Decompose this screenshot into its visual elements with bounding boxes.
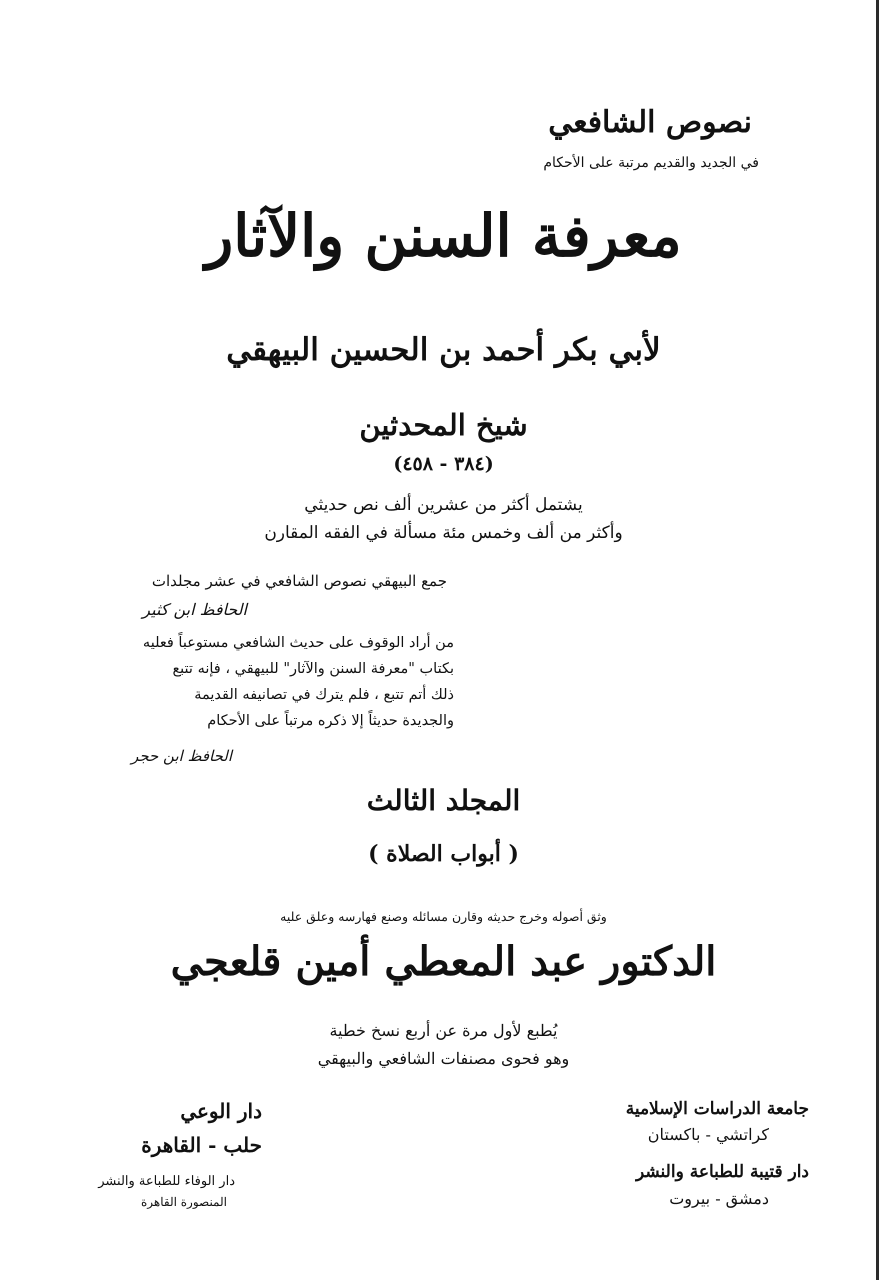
publisher-left-city-2: المنصورة القاهرة [140,1195,227,1209]
quote-ibn-hajar-line-1: من أراد الوقوف على حديث الشافعي مستوعباً فعليه [142,635,454,651]
publisher-left-name-1: دار الوعي [180,1099,262,1123]
contents-line-1: يشتمل أكثر من عشرين ألف نص حديثي [304,495,583,515]
quote-ibn-hajar-line-2: بكتاب "معرفة السنن والآثار" للبيهقي ، فإنه تتبع [172,661,454,677]
page-edge-rule [876,0,879,1280]
publisher-right-city-1: كراتشي - باكستان [647,1125,769,1144]
publisher-left-city-1: حلب - القاهرة [141,1133,262,1157]
book-author: لأبي بكر أحمد بن الحسين البيهقي [226,332,661,368]
editor-name: الدكتور عبد المعطي أمين قلعجي [170,938,717,985]
publisher-right-name-1: جامعة الدراسات الإسلامية [625,1099,809,1119]
volume-label: المجلد الثالث [366,784,521,817]
contents-line-2: وأكثر من ألف وخمس مئة مسألة في الفقه المقارن [264,523,623,543]
series-subtitle: في الجديد والقديم مرتبة على الأحكام [543,155,759,171]
quote-ibn-hajar-line-3: ذلك أتم تتبع ، فلم يترك في تصانيفه القديمة [194,687,454,703]
author-epithet: شيخ المحدثين [359,408,528,442]
book-title: معرفة السنن والآثار [205,202,682,270]
edition-line-1: يُطبع لأول مرة عن أربع نسخ خطية [329,1021,558,1040]
quote-ibn-kathir-attribution: الحافظ ابن كثير [142,600,247,619]
publisher-right-city-2: دمشق - بيروت [669,1189,769,1208]
quote-ibn-kathir-text: جمع البيهقي نصوص الشافعي في عشر مجلدات [151,572,447,590]
publisher-right-name-2: دار قتيبة للطباعة والنشر [636,1162,809,1182]
editor-credit: وثق أصوله وخرج حديثه وقارن مسائله وصنع فهارسه وعلق عليه [280,909,607,924]
edition-line-2: وهو فحوى مصنفات الشافعي والبيهقي [317,1049,570,1068]
volume-section: ( أبواب الصلاة ) [368,841,519,867]
publisher-left-name-2: دار الوفاء للطباعة والنشر [98,1174,235,1189]
quote-ibn-hajar-line-4: والجديدة حديثاً إلا ذكره مرتباً على الأحكام [207,713,454,729]
series-title: نصوص الشافعي [548,105,752,140]
quote-ibn-hajar-attribution: الحافظ ابن حجر [131,747,232,765]
author-dates: (٣٨٤ - ٤٥٨) [393,453,494,475]
